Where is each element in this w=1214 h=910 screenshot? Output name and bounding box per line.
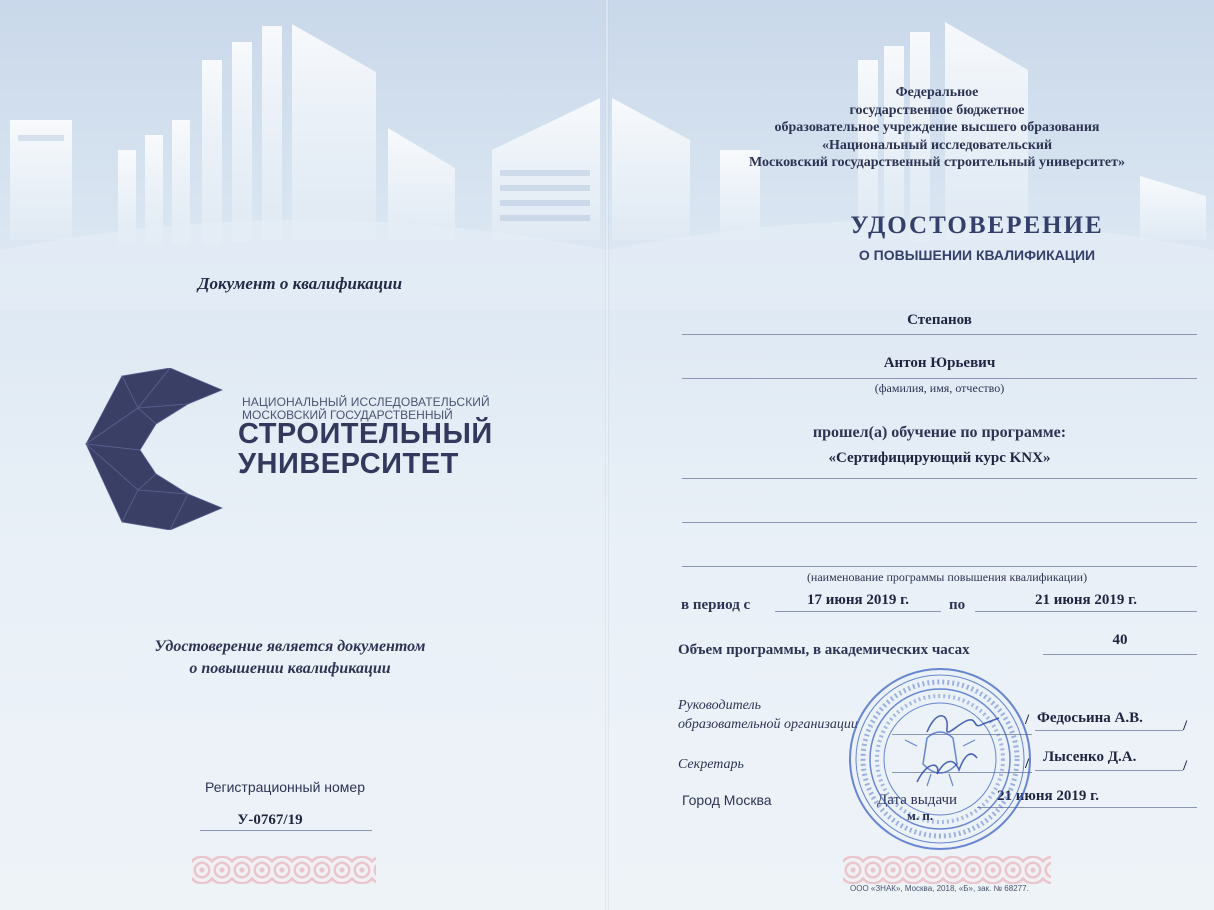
logo-text-line1: НАЦИОНАЛЬНЫЙ ИССЛЕДОВАТЕЛЬСКИЙ	[242, 395, 490, 409]
head-label-line2: образовательной организации	[678, 717, 858, 732]
certificate-title: УДОСТОВЕРЕНИЕ	[850, 212, 1104, 239]
document-title: Документ о квалификации	[197, 274, 403, 293]
program-underline-1	[682, 478, 1197, 479]
date-to-underline	[975, 611, 1197, 612]
holder-surname: Степанов	[907, 312, 972, 328]
signatures-icon	[907, 700, 1007, 790]
program-name: «Сертифицирующий курс KNX»	[828, 450, 1051, 466]
description-line1: Удостоверение является документом	[154, 638, 426, 655]
program-underline-2	[682, 522, 1197, 523]
registration-label: Регистрационный номер	[205, 779, 365, 795]
given-names-underline	[682, 378, 1197, 379]
slash-separator: /	[1025, 756, 1030, 772]
org-line: образовательное учреждение высшего образования	[774, 120, 1100, 135]
date-from-underline	[775, 611, 941, 612]
date-from: 17 июня 2019 г.	[807, 592, 909, 608]
slash-separator: /	[1025, 712, 1030, 728]
secretary-label: Секретарь	[678, 757, 744, 772]
head-name: Федосьина А.В.	[1037, 710, 1143, 726]
surname-underline	[682, 334, 1197, 335]
head-label-line1: Руководитель	[678, 698, 762, 713]
university-logo-icon	[84, 368, 224, 530]
guilloche-band	[192, 856, 376, 884]
certificate-subtitle: О ПОВЫШЕНИИ КВАЛИФИКАЦИИ	[858, 247, 1096, 263]
head-name-underline	[1035, 730, 1183, 731]
period-label: в период с	[681, 597, 751, 613]
description-line2: о повышении квалификации	[189, 660, 391, 677]
org-line: Федеральное	[895, 85, 979, 100]
org-line: государственное бюджетное	[849, 102, 1025, 118]
logo-text-main1: СТРОИТЕЛЬНЫЙ	[238, 418, 493, 450]
registration-number: У-0767/19	[237, 812, 303, 828]
hours-underline	[1043, 654, 1197, 655]
slash-separator: /	[1183, 718, 1188, 734]
certificate-description	[90, 636, 490, 680]
secretary-name: Лысенко Д.А.	[1043, 749, 1137, 765]
issue-date: 21 июня 2019 г.	[997, 788, 1099, 804]
org-line: «Национальный исследовательский	[821, 137, 1053, 153]
logo-text-line2: МОСКОВСКИЙ ГОСУДАРСТВЕННЫЙ	[242, 408, 453, 422]
to-label: по	[949, 597, 966, 613]
guilloche-band	[843, 856, 1051, 884]
passed-training-text: прошел(а) обучение по программе:	[812, 424, 1067, 441]
program-caption: (наименование программы повышения квалификации)	[806, 570, 1088, 584]
fio-caption: (фамилия, имя, отчество)	[874, 381, 1005, 395]
city-label: Город Москва	[682, 792, 772, 808]
printer-imprint: ООО «ЗНАК», Москва, 2018, «Б», зак. № 68277.	[850, 884, 1029, 893]
hours-label: Объем программы, в академических часах	[678, 642, 970, 658]
hours-value: 40	[1112, 632, 1128, 648]
seal-place-label: м. п.	[907, 808, 934, 823]
registration-underline	[200, 830, 372, 831]
issue-date-label: Дата выдачи	[877, 792, 958, 808]
holder-given-names: Антон Юрьевич	[883, 355, 996, 371]
slash-separator: /	[1183, 758, 1188, 774]
organization-name	[717, 84, 1157, 172]
right-page	[607, 0, 1214, 910]
date-to: 21 июня 2019 г.	[1035, 592, 1137, 608]
logo-text-main2: УНИВЕРСИТЕТ	[238, 448, 459, 480]
program-underline-3	[682, 566, 1197, 567]
secretary-name-underline	[1035, 770, 1183, 771]
org-line: Московский государственный строительный университет»	[749, 155, 1125, 170]
